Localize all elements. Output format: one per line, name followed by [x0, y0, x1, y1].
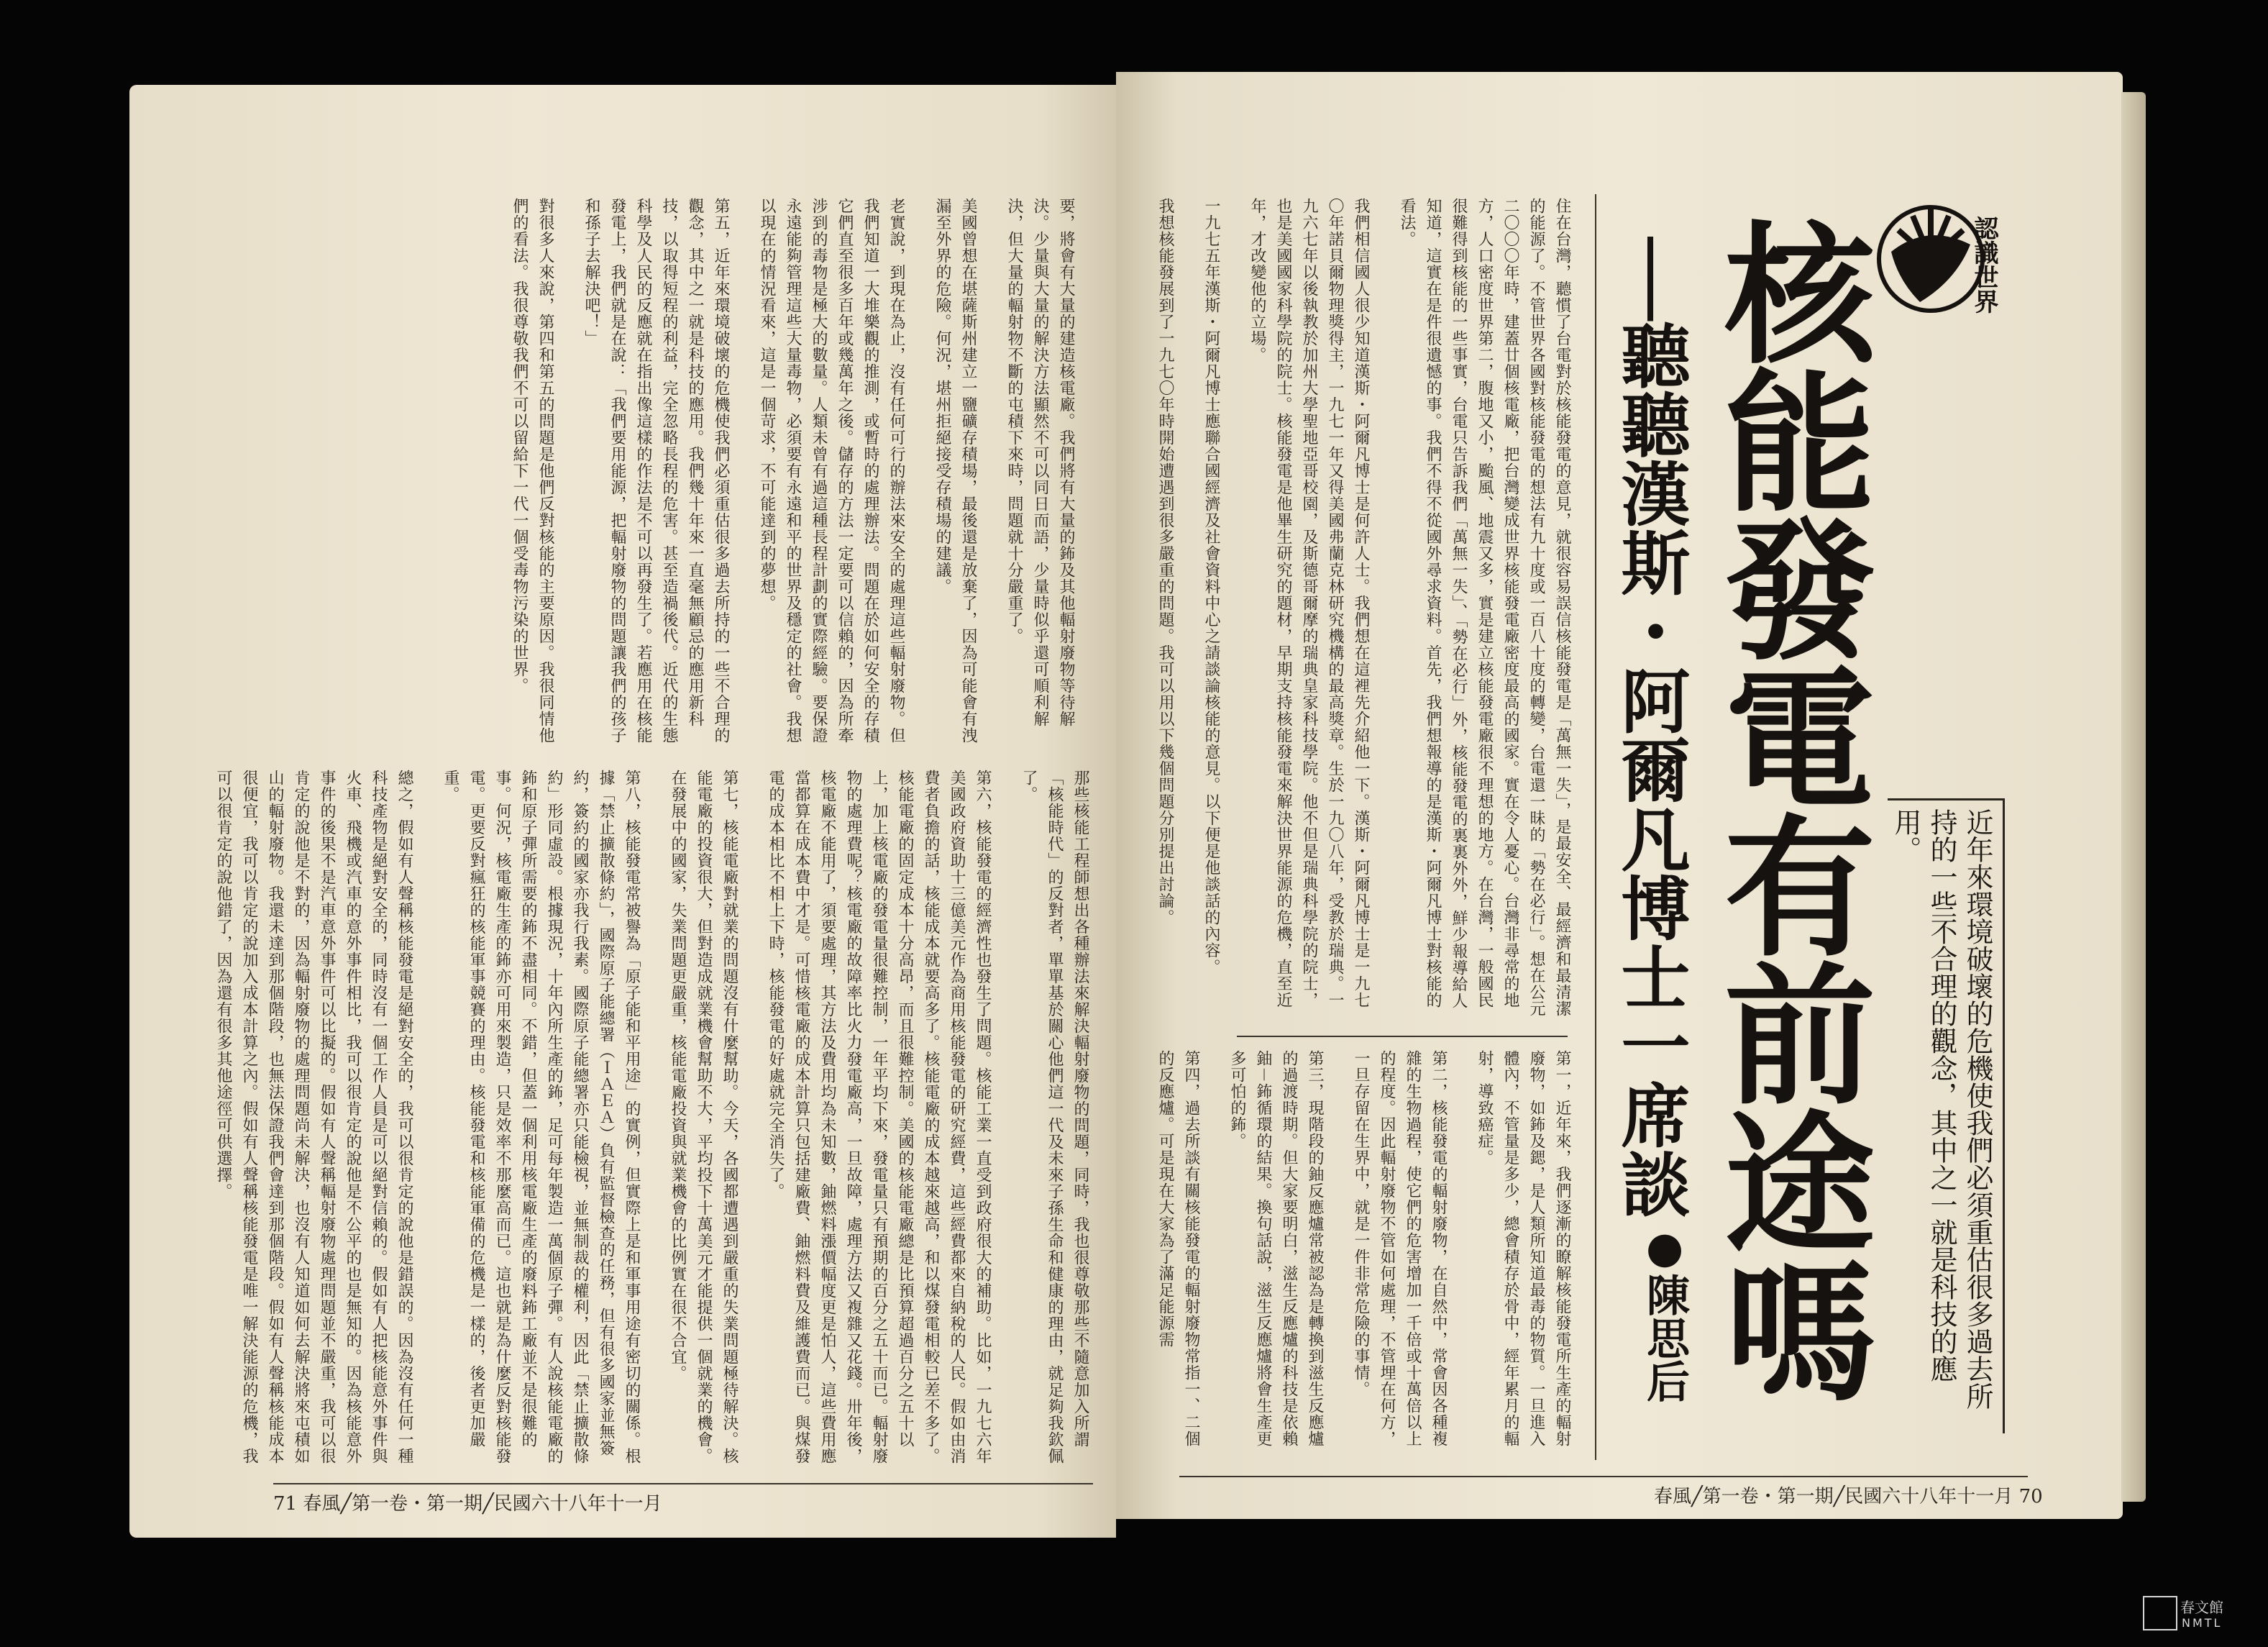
paragraph: 我想核能發展到了一九七〇年時開始遭遇到很多嚴重的問題。我可以用以下幾個問題分別提出討論。 [1156, 198, 1174, 926]
paragraph: 老實說，到現在為止，沒有任何可行的辦法來安全的處理這些輻射廢物。但我們知道一大堆樂觀的推測，或暫時的處理辦法。問題在於如何安全的存積它們直至很多百年或幾萬年之後。儲存的方法一定要可以信賴的，因為所牽涉到的毒物是極大的數量。人類未曾有過這種長程計劃的實際經驗。要保證永遠能夠管理這些大量毒物，必須要有永遠和平的世界及穩定的社會。我想以現在的情況看來，這是一個苛求，不可能達到的夢想。 [758, 198, 905, 744]
right-folio: 春風╱第一卷・第一期╱民國六十八年十一月 70 [1654, 1486, 2043, 1507]
right-upper-text [1156, 198, 1575, 1018]
paragraph: 第一，近年來，我們逐漸的瞭解核能發電所生產的輻射廢物，如鈽及鍶，是人類所知道最毒的物質。一旦進入體內，不管量是多少，總會積存於骨中，經年累月的輻射，導致癌症。 [1476, 1050, 1571, 1447]
title-divider [1595, 194, 1596, 1460]
left-footer-rule [273, 1483, 1093, 1484]
paragraph: 第五，近年來環境破壞的危機使我們必須重估很多過去所持的一些不合理的觀念，其中之一就是科技的應用。我們幾十年來一直毫無顧忌的應用新科技，以取得短程的利益，完全忽略長程的危害。甚至造禍後代。近代的生態科學及人民的反應就在指出像這樣的作法是不可以再發生了。若應用在核能發電上，我們就是在說：「我們要用能源，把輻射廢物的問題讓我們的孩子和孫子去解決吧！」 [582, 198, 730, 744]
paragraph: 那些核能工程師想出各種辦法來解決輻射廢物的問題，同時，我也很尊敬那些不隨意加入所謂「核能時代」的反對者，單單基於關心他們這一代及未來子孫生命和健康的理由，就足夠我欽佩了。 [1020, 770, 1089, 1464]
left-lower-text [214, 770, 1093, 1474]
pull-quote: 近年來環境破壞的危機使我們必須重估很多過去所持的一些不合理的觀念，其中之一就是科技的應用。 [1890, 808, 1993, 1410]
paragraph: 第三，現階段的鈾反應爐常被認為是轉換到滋生反應爐的過渡時期。但大家要明白，滋生反應爐的科技是依賴鈾－鈽循環的結果。換句話說，滋生反應爐將會生產更多可怕的鈽。 [1228, 1050, 1324, 1448]
left-folio: 71 春風╱第一卷・第一期╱民國六十八年十一月 [273, 1493, 662, 1515]
watermark-name: 春文館 [2180, 1599, 2223, 1616]
page-edge [2121, 92, 2146, 1502]
paragraph: 第二，核能發電的輻射廢物，在自然中，常會因各種複雜的生物過程，使它們的危害增加一千倍或十萬倍以上的程度。因此輻射廢物不管如何處理，不管埋在何方，一旦存留在生界中，就是一件非常危險的事情。 [1352, 1050, 1448, 1447]
left-upper-text [280, 198, 1079, 752]
paragraph: 第四，過去所談有關核能發電的輻射廢物常指一、二個的反應爐。可是現在大家為了滿足能源需 [1156, 1050, 1200, 1447]
article-subtitle: ──聽聽漢斯・阿爾凡博士一席談 [1610, 237, 1691, 1218]
paragraph: 美國曾想在堪薩斯州建立一鹽礦存積場，最後還是放棄了，因為可能會有洩漏至外界的危險。何況，堪州拒絕接受存積場的建議。 [933, 198, 977, 744]
paragraph: 要，將會有大量的建造核電廠。我們將有大量的鈽及其他輻射廢物等待解決。少量與大量的解決方法顯然不可以同日而語，少量時似乎還可順利解決，但大量的輻射物不斷的屯積下來時，問題就十分嚴重了。 [1005, 198, 1075, 727]
paragraph: 總之，假如有人聲稱核能發電是絕對安全的，我可以很肯定的說他是錯誤的。因為沒有任何一種科技產物是絕對安全的，同時沒有一個工作人員是可以絕對信賴的。假如有人把核能意外事件與火車、飛機或汽車的意外事件相比，我可以很肯定的說他是不公平的也是無知的。因為核能意外事件的後果不是汽車意外事件可以比擬的。假如有人聲稱輻射廢物處理問題並不嚴重，我可以很肯定的說他是不對的，因為輻射廢物的處理問題尚未解決，也沒有人知道如何去解決將來屯積如山的輻射廢物。我還未達到那個階段，也無法保證我們會達到那個階段。假如有人聲稱核能成本很便宜，我可以肯定的說加入成本計算之內。假如有人聲稱核能發電是唯一解決能源的危機，我可以很肯定的說他錯了，因為還有很多其他途徑可供選擇。 [214, 770, 413, 1464]
right-section-rule [1237, 1036, 1568, 1037]
paragraph: 住在台灣，聽慣了台電對於核能發電的意見，就很容易誤信核能發電是「萬無一失」，是最安全、最經濟和最清潔的能源了。不管世界各國對核能發電的想法有九十度或一百八十度的轉變，台電還一昧的「勢在必行」。想在公元二〇〇〇年時，建蓋廿個核電廠，把台灣變成世界核能發電廠密度最高的國家。實在令人憂心。台灣非尋常的地方，人口密度世界第二，腹地又小，颱風、地震又多，實是建立核能發電廠很不理想的地方。在台灣，一般國民很難得到核能的一些事實，台電只告訴我們「萬無一失」、「勢在必行」外，核能發電的裏裏外外，鮮少報導給人知道，這實在是件很遺憾的事。我們不得不從國外尋求資料。首先，我們想報導的是漢斯・阿爾凡博士對核能的看法。 [1398, 198, 1571, 1017]
right-lower-text [1156, 1050, 1575, 1460]
paragraph: 第七，核能電廠對就業的問題沒有什麼幫助。今天，各國都遭遇到嚴重的失業問題極待解決。核能電廠的投資很大，但對造成就業機會幫助不大，平均投下十萬美元才能提供一個就業的機會。在發展中的國家，失業問題更嚴重，核能電廠投資與就業機會的比例實在很不合宜。 [669, 770, 739, 1464]
right-footer-rule [1179, 1476, 2028, 1477]
watermark-sub: NMTL [2182, 1616, 2223, 1630]
paragraph: 第六，核能發電的經濟性也發生了問題。核能工業一直受到政府很大的補助。比如，一九七六年美國政府資助十三億美元作為商用核能發電的研究經費，這些經費都來自納稅的人民。假如由消費者負擔的話，核能成本就要高多了。核能電廠的成本越來越高，和以煤發電相較已差不多了。核能電廠的固定成本十分高昂，而且很難控制。美國的核能電廠總是比預算超過百分之五十以上，加上核電廠的發電量很難控制，一年平均下來，發電量只有預期的百分之五十而已。輻射廢物的處理費呢？核電廠的故障率比火力發電廠高，一旦故障，處理方法又複雜又花錢。卅年後，核電廠不能用了，須要處理，其方法及費用均為未知數，鈾燃料漲價幅度更是怕人，這些費用應當都算在成本費中才是。可惜核電廠的成本計算只包括建廠費、鈾燃料費及維護費而已。與煤發電的成本相比不相上下時，核能發電的好處就完全消失了。 [767, 770, 992, 1464]
paragraph: 一九七五年漢斯・阿爾凡博士應聯合國經濟及社會資料中心之請談論核能的意見。以下便是他談話的內容。 [1202, 198, 1220, 975]
paragraph: 第八，核能發電常被譽為「原子能和平用途」的實例，但實際上是和軍事用途有密切的關係。根據「禁止擴散條約」，國際原子能總署（ＩＡＥＡ）負有監督檢查的任務，但有很多國家並無簽約，簽約的國家亦我行我素。國際原子能總署亦只能檢視，並無制裁的權利，因此「禁止擴散條約」形同虛設。根據現況，十年內所生產的鈽，足可每年製造一萬個原子彈。有人說核能電廠的鈽和原子彈所需要的鈽不盡相同。不錯，但蓋一個利用核電廠生產的廢料鈽工廠並不是很難的事。何況，核電廠生產的鈽亦可用來製造，只是效率不那麼高而已。這也就是為什麼反對核能發電。更要反對瘋狂的核能軍事競賽的理由。核能發電和核能軍備的危機是一樣的，後者更加嚴重。 [442, 770, 641, 1464]
author-byline: ●陳思后 [1640, 1223, 1690, 1402]
article-title: 核能發電有前途嗎 [1699, 216, 1875, 1401]
paragraph: 對很多人來說，第四和第五的問題是他們反對核能的主要原因。我很同情他們的看法。我很尊敬我們不可以留給下一代一個受毒物污染的世界。 [511, 198, 554, 744]
library-logo-icon [2143, 1596, 2177, 1630]
library-watermark [2143, 1593, 2251, 1636]
paragraph: 我們相信國人很少知道漢斯・阿爾凡博士是何許人士。我們想在這裡先介紹他一下。漢斯・阿爾凡博士是一九七〇年諾貝爾物理獎得主，一九七一年又得美國弗蘭克林研究機構的最高獎章。生於一九〇八年，受教於瑞典。一九六七年以後執教於加州大學聖地亞哥校園，及斯德哥爾摩的瑞典皇家科技學院。他不但是瑞典科學院的院士，也是美國國家科學院的院士。核能發電是他畢生研究的題材，早期支持核能發電來解決世界能源的危機，直至近年，才改變他的立場。 [1248, 198, 1370, 1008]
section-badge: 認識世界 [1970, 216, 1998, 314]
